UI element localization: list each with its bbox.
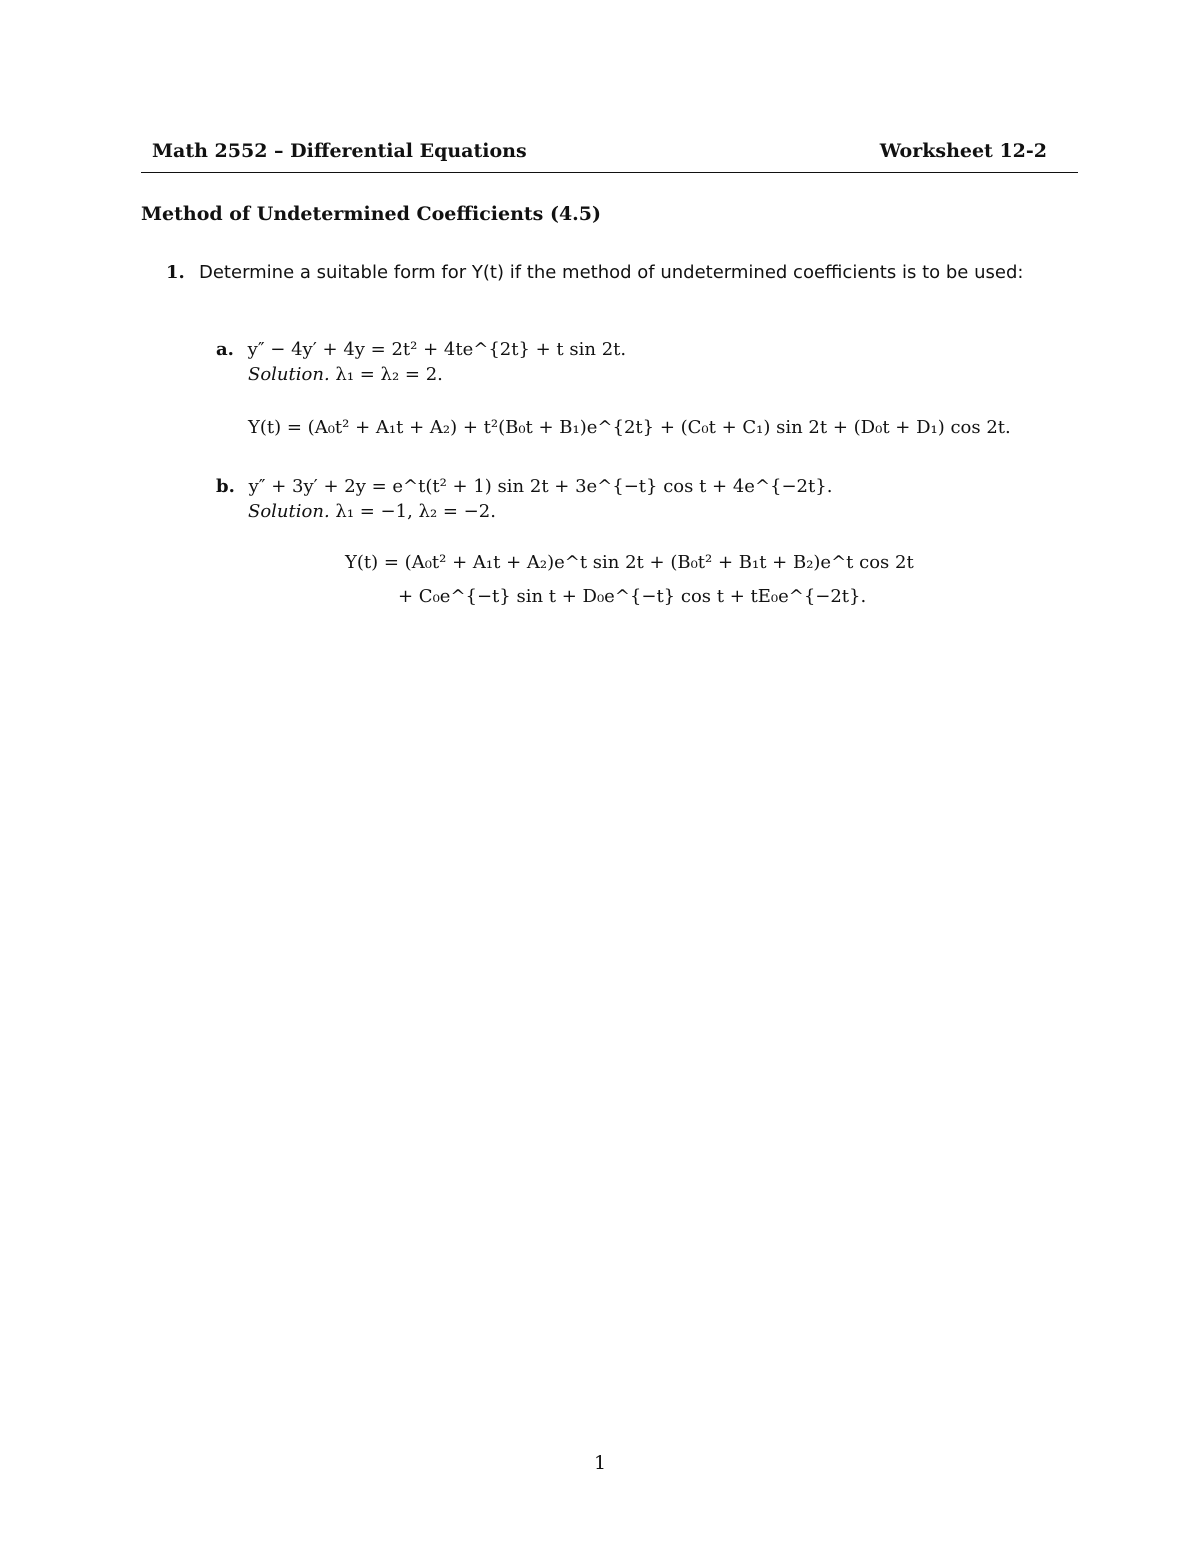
part-b-solution — [248, 501, 496, 522]
part-b-label: b. — [216, 476, 235, 497]
part-a-solution — [248, 364, 443, 385]
problem-text: Determine a suitable form for Y(t) if the method of undetermined coefficients is to be used: — [199, 262, 1024, 283]
part-a-equation: y″ − 4y′ + 4y = 2t² + 4te^{2t} + t sin 2t. — [247, 339, 627, 360]
part-b-equation: y″ + 3y′ + 2y = e^t(t² + 1) sin 2t + 3e^{−t} cos t + 4e^{−2t}. — [248, 476, 833, 497]
course-title: Math 2552 – Differential Equations — [152, 140, 527, 162]
page-header — [141, 140, 1078, 162]
part-a-roots: λ₁ = λ₂ = 2. — [335, 364, 443, 385]
part-a-answer: Y(t) = (A₀t² + A₁t + A₂) + t²(B₀t + B₁)e^{2t} + (C₀t + C₁) sin 2t + (D₀t + D₁) cos 2t. — [248, 417, 1011, 438]
part-b-roots: λ₁ = −1, λ₂ = −2. — [335, 501, 496, 522]
part-b — [216, 472, 832, 501]
section-title: Method of Undetermined Coefficients (4.5) — [141, 203, 602, 225]
part-b-solution-label: Solution. — [248, 501, 330, 522]
part-b-answer-line2: + C₀e^{−t} sin t + D₀e^{−t} cos t + tE₀e^{−2t}. — [398, 586, 867, 607]
part-a-label: a. — [216, 339, 234, 360]
header-rule — [141, 172, 1078, 173]
problem-number: 1. — [166, 262, 185, 283]
page-number: 1 — [593, 1452, 607, 1474]
worksheet-id: Worksheet 12-2 — [879, 140, 1047, 162]
part-a-solution-label: Solution. — [248, 364, 330, 385]
part-a — [216, 335, 626, 364]
part-b-answer-line1: Y(t) = (A₀t² + A₁t + A₂)e^t sin 2t + (B₀t² + B₁t + B₂)e^t cos 2t — [345, 552, 914, 573]
